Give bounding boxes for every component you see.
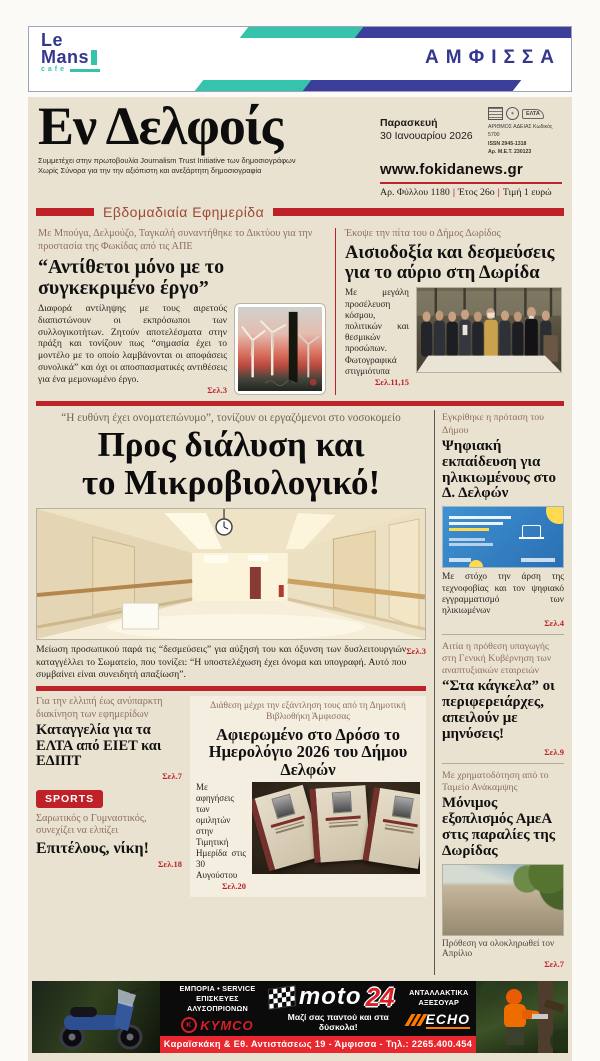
portrait-image xyxy=(331,792,351,814)
sidebar-story-governors xyxy=(442,634,564,763)
red-bar xyxy=(36,208,94,216)
portrait-image xyxy=(391,796,413,820)
postal-print-block xyxy=(488,107,562,156)
yellow-circle xyxy=(546,506,564,524)
blue-stripe xyxy=(355,27,572,38)
blue-stripe xyxy=(303,80,522,91)
main-story-headline xyxy=(36,426,426,502)
sports-badge: SPORTS xyxy=(36,790,103,808)
red-bar xyxy=(273,208,564,216)
beach-photo xyxy=(442,864,564,936)
photo-caption: Πρόθεση να ολοκληρωθεί τον Απρίλιο xyxy=(442,938,555,959)
parts-block xyxy=(408,988,470,1029)
story-kicker: Διάθεση μέχρι την εξάντληση τους από τη Δημοτική Βιβλιοθήκη Άμφισσας xyxy=(210,700,406,723)
story-kicker: Με Μπούγα, Δελμούζο, Ταγκαλή συναντήθηκε το Δικτύου για την προστασία της Φωκίδας από τις ΑΠΕ xyxy=(38,228,313,253)
kymco-logo xyxy=(166,1017,269,1033)
page-ref: Σελ.3 xyxy=(406,645,426,656)
permit-number: ΑΡΙΘΜΟΣ ΑΔΕΙΑΣ Κωδικός 5700 xyxy=(488,124,553,139)
scooter-photo xyxy=(32,981,160,1053)
story-body: Με μεγάλη προσέλευση κόσμου, πολιτικών και θεσμικών προσώπων. Φωτογραφικά στιγμιότυπα xyxy=(345,287,409,376)
tagline-line2: Χωρίς Σύνορα για την την αξιόπιστη και ανεξάρτητη δημοσιογραφία xyxy=(38,166,262,176)
newspaper-title: Εν Δελφοίς xyxy=(38,96,283,156)
page-ref: Σελ.3 xyxy=(207,385,227,396)
services-line2: ΕΠΙΣΚΕΥΕΣ ΑΛΥΣΟΠΡΙΟΝΩΝ xyxy=(186,993,248,1014)
ad-city-name: ΑΜΦΙΣΣΑ xyxy=(425,47,561,68)
page-ref: Σελ.20 xyxy=(222,881,246,892)
story-body: Διαφορά αντίληψης με τους αιρετούς διαπιστώνουν οι εκπρόσωποι των συλλογικοτήτων. Ζητούν αποτελέσματα στην πράξη και τονίζουν πως “σημασία έχει το μοντέλο με το οποίο λαμβάνονται οι αποφάσεις συνολικά” και όχι οι αποσπασματικές αντιθέσεις για ένα μεμονωμένο έργο. xyxy=(38,303,227,385)
issue-info-line xyxy=(380,187,562,198)
tagline-line1: Συμμετέχει στην πρωτοβουλία Journalism Trust Initiative των δημοσιογράφων xyxy=(38,156,296,166)
bottom-left-column xyxy=(36,696,182,897)
masthead-right xyxy=(380,105,562,198)
echo-text: ECHO xyxy=(425,1011,470,1028)
page-ref: Σελ.7 xyxy=(544,958,564,969)
calendar-story xyxy=(190,696,426,897)
issue-volume: Έτος 26ο xyxy=(457,187,495,199)
story-kicker: Εγκρίθηκε η πρόταση του Δήμου xyxy=(442,412,545,436)
main-story-region xyxy=(36,410,434,975)
ad-center xyxy=(160,981,476,1053)
parts-line1: ΑΝΤΑΛΛΑΚΤΙΚΑ xyxy=(409,987,469,997)
bottom-ad-banner xyxy=(32,981,568,1053)
page-ref: Σελ.9 xyxy=(544,746,564,757)
calendar-books-photo xyxy=(252,782,420,874)
story-headline: Ψηφιακή εκπαίδευση για ηλικιωμένους στο Δ. Δελφών xyxy=(442,437,557,502)
sidebar xyxy=(434,410,564,975)
ad-address-bar: Καραϊσκάκη & Εθ. Αντιστάσεως 19 - Άμφισσα - Τηλ.: 2265.400.454 xyxy=(160,1036,476,1053)
registry-number: Αρ. Μ.Ε.Τ. 230123 xyxy=(488,148,532,155)
red-rule xyxy=(36,401,564,406)
issue-price: Τιμή 1 ευρώ xyxy=(502,187,552,199)
kymco-text: KYMCO xyxy=(200,1017,254,1033)
parts-line2: ΑΞΕΣΟΥΑΡ xyxy=(418,997,460,1007)
lemans-logo-cafe: cafe xyxy=(41,66,68,74)
yellow-circle xyxy=(469,560,483,568)
story-headline: “Στα κάγκελα” οι περιφερειάρχες, απειλούν με μηνύσεις! xyxy=(442,678,555,743)
digital-education-graphic xyxy=(442,506,564,568)
top-stories-row xyxy=(36,224,564,397)
story-body: Με στόχο την άρση της τεχνοφοβίας και τον ψηφιακό εγγραμματισμό των ηλικιωμένων xyxy=(442,572,564,617)
weekly-banner xyxy=(36,204,564,220)
lemans-logo-le: Le xyxy=(41,30,64,50)
red-divider xyxy=(380,182,562,184)
top-ad-banner xyxy=(28,26,572,92)
teal-bracket-icon xyxy=(91,50,97,65)
moto24-logo-number: 24 xyxy=(365,982,395,1013)
masthead-taglines xyxy=(38,156,380,176)
main-story-kicker: “Η ευθύνη έχει ονοματεπώνυμο”, τονίζουν οι εργαζόμενοι στο νοσοκομείο xyxy=(61,412,401,425)
elta-story xyxy=(36,696,182,781)
top-right-story xyxy=(335,228,562,395)
page-ref: Σελ.4 xyxy=(544,617,564,628)
issue-day: Παρασκευή xyxy=(380,117,438,129)
story-headline: Αφιερωμένο στο Δρόσο το Ημερολόγιο 2026 του Δήμου Δελφών xyxy=(208,724,408,779)
postal-stamp-icon xyxy=(488,107,503,120)
kymco-emblem-icon: K xyxy=(181,1017,197,1033)
elta-logo: ΕΛΤΑ xyxy=(522,109,544,119)
masthead xyxy=(36,96,564,199)
separator: | xyxy=(497,187,500,199)
story-kicker: Σαρωτικός ο Γυμναστικός, συνεχίζει να ελπίζει xyxy=(36,812,147,837)
story-headline: “Αντίθετοι μόνο με το συγκεκριμένο έργο” xyxy=(38,255,225,300)
story-headline: Επιτέλους, νίκη! xyxy=(36,840,149,858)
ad-slogan: Μαζί σας παντού και στα δύσκολα! xyxy=(287,1012,389,1033)
services-block xyxy=(166,984,269,1034)
portrait-image xyxy=(271,794,295,819)
book-cover xyxy=(309,786,370,864)
teal-underline xyxy=(70,69,100,72)
moto24-block xyxy=(269,984,408,1032)
services-line1: ΕΜΠΟΡΙΑ • SERVICE xyxy=(179,983,256,993)
story-kicker: Έκοψε την πίτα του ο Δήμος Δωρίδος xyxy=(345,228,501,240)
story-headline: Καταγγελία για τα ΕΛΤΑ από ΕΙΕΤ και ΕΔΙΠΤ xyxy=(36,722,162,770)
wind-turbines-image xyxy=(234,303,326,395)
story-headline: Αισιοδοξία και δεσμεύσεις για το αύριο στη Δωρίδα xyxy=(345,243,555,283)
checkered-flag-icon xyxy=(269,986,295,1009)
story-kicker: Για την ελλιπή έως ανύπαρκτη διακίνηση των εφημερίδων xyxy=(36,695,163,720)
newspaper-body xyxy=(28,97,572,1061)
book-cover xyxy=(363,788,420,870)
postmark-icon: ✶ xyxy=(506,107,519,120)
page-ref: Σελ.18 xyxy=(158,859,182,870)
story-headline: Μόνιμος εξοπλισμός ΑμεΑ στις παραλίες της Δωρίδας xyxy=(442,795,556,860)
lemans-logo-mans: Mans xyxy=(41,46,90,67)
page-ref: Σελ.11,15 xyxy=(374,377,409,388)
story-kicker: Αιτία η πρόθεση υπαγωγής στη Γενική Κυβέρνηση των αναπτυξιακών εταιρειών xyxy=(442,640,552,677)
website-url: www.fokidanews.gr xyxy=(380,161,523,179)
main-headline-line2: το Μικροβιολογικό! xyxy=(81,463,381,503)
issue-date: 30 Ιανουαρίου 2026 xyxy=(380,130,473,143)
chainsaw-worker-photo xyxy=(476,981,568,1053)
laptop-icon xyxy=(522,525,541,538)
sports-story xyxy=(36,813,182,870)
story-kicker: Με χρηματοδότηση από το Ταμείο Ανάκαμψης xyxy=(442,769,549,794)
story-body: Με αφηγήσεις των ομιλητών στην Τιμητική Ημερίδα στις 30 Αυγούστου xyxy=(196,782,246,881)
issue-number: Αρ. Φύλλου 1180 xyxy=(380,187,450,199)
separator: | xyxy=(452,187,455,199)
red-rule xyxy=(36,686,426,691)
caption-text: Μείωση προσωπικού παρά τις “δεσμεύσεις” για αύξησή του και όξυνση των δυσλειτουργιών καταγγέλλει το Σωματείο, που τονίζει: “Η υποστελέχωση έχει όνομα και υπογραφή. Αυτό που συμβαίνει είναι συνειδητή απαξίωση”. xyxy=(36,643,407,681)
main-story-caption xyxy=(36,644,426,682)
bottom-row xyxy=(36,696,426,897)
sidebar-story-digital-education xyxy=(442,410,564,633)
top-left-story xyxy=(38,228,335,395)
masthead-left xyxy=(38,96,380,198)
moto24-logo-text: moto xyxy=(298,983,362,1011)
echo-logo xyxy=(408,1011,470,1029)
pita-ceremony-photo xyxy=(416,287,562,373)
main-row xyxy=(36,410,564,975)
lemans-cafe-logo xyxy=(41,32,100,74)
page-ref: Σελ.7 xyxy=(162,770,182,781)
main-headline-line1: Προς διάλυση και xyxy=(97,425,365,465)
weekly-label: Εβδομαδιαία Εφημερίδα xyxy=(103,204,265,221)
issn-number: ISSN 2945-1318 xyxy=(488,140,527,147)
issue-date-block xyxy=(380,107,473,156)
hospital-corridor-photo xyxy=(36,508,426,640)
